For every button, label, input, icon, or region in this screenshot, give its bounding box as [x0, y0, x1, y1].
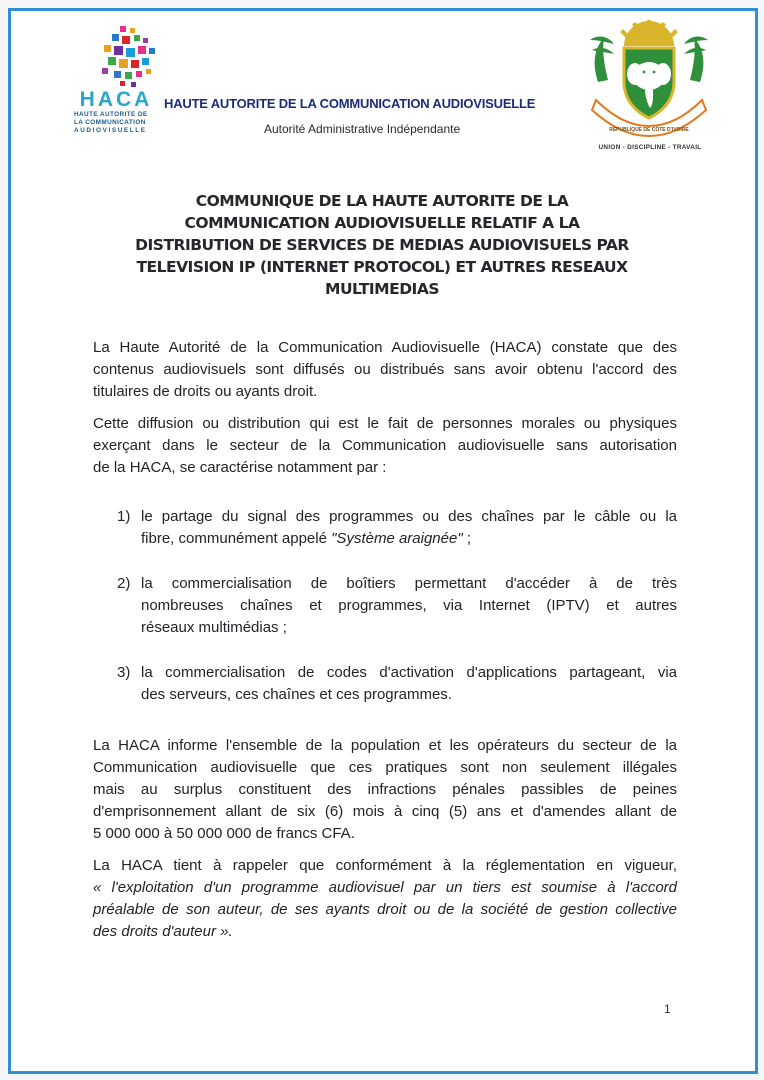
haca-logo-subtitle: HAUTE AUTORITE DE LA COMMUNICATION AUDIOVISUELLE: [74, 111, 148, 134]
organization-name: HAUTE AUTORITE DE LA COMMUNICATION AUDIOVISUELLE: [164, 96, 536, 111]
organization-subtitle: Autorité Administrative Indépendante: [264, 122, 461, 136]
coat-of-arms-icon: [584, 20, 714, 142]
list-item-text: la commercialisation de codes d'activation d'applications partageant, via des serveurs, ces chaînes et ces programmes.: [141, 664, 677, 703]
list-item-number: 3): [117, 664, 131, 681]
title-line: COMMUNICATION AUDIOVISUELLE RELATIF A LA: [184, 214, 580, 232]
title-line: MULTIMEDIAS: [325, 280, 439, 298]
legal-quote-line: « l'exploitation d'un programme audiovisuel par un tiers est soumise à l'accord: [93, 879, 677, 896]
emblem-ribbon-text: RÉPUBLIQUE DE CÔTE D'IVOIRE: [609, 127, 689, 133]
paragraph-caracteristiques: Cette diffusion ou distribution qui est le fait de personnes morales ou physiques exerçant dans le secteur de la Communication audiovisuelle sans autorisation de la HACA, se caractérise notamment par :: [93, 415, 677, 476]
paragraph-constat: La Haute Autorité de la Communication Audiovisuelle (HACA) constate que des contenus audiovisuels sont diffusés ou distribués sans avoir obtenu l'accord des titulaires de droits ou ayants droit.: [93, 339, 677, 400]
communique-title: [90, 190, 674, 300]
paragraph-sanctions: La HACA informe l'ensemble de la population et les opérateurs du secteur de la Communication audiovisuelle que ces pratiques sont non seulement illégales mais au surplus constituent des infractions pénales passibles de peines d'emprisonnement allant de six (6) mois à cinq (5) ans et d'amendes allant de 5 000 000 à 50 000 000 de francs CFA.: [93, 737, 677, 842]
title-line: DISTRIBUTION DE SERVICES DE MEDIAS AUDIOVISUELS PAR: [135, 236, 629, 254]
page-number: 1: [664, 1002, 671, 1016]
haca-logo-text: HACA: [79, 88, 153, 111]
list-item-text: le partage du signal des programmes ou des chaînes par le câble ou la fibre, communément appelé "Système araignée" ;: [141, 508, 677, 547]
systeme-araignee-term: "Système araignée": [331, 530, 463, 547]
title-line: TELEVISION IP (INTERNET PROTOCOL) ET AUTRES RESEAUX: [136, 258, 628, 276]
list-item-text: la commercialisation de boîtiers permettant d'accéder à de très nombreuses chaînes et programmes, via Internet (IPTV) et autres réseaux multimédias ;: [141, 575, 677, 636]
emblem-motto: UNION - DISCIPLINE - TRAVAIL: [598, 144, 702, 151]
list-item-number: 1): [117, 508, 131, 525]
list-item-number: 2): [117, 575, 131, 592]
legal-quote-line: préalable de son auteur, de ses ayants droit ou de la société de gestion collective: [93, 901, 677, 918]
legal-quote-line: des droits d'auteur ».: [93, 923, 233, 940]
paragraph-rappel: La HACA tient à rappeler que conformément à la réglementation en vigueur, « l'exploitation d'un programme audiovisuel par un tiers est soumise à l'accord préalable de son auteur, de ses ayants droit ou de la société de gestion collective des droits d'auteur ».: [93, 855, 677, 943]
haca-logo-mosaic-icon: [94, 24, 160, 90]
title-line: COMMUNIQUE DE LA HAUTE AUTORITE DE LA: [195, 192, 569, 210]
